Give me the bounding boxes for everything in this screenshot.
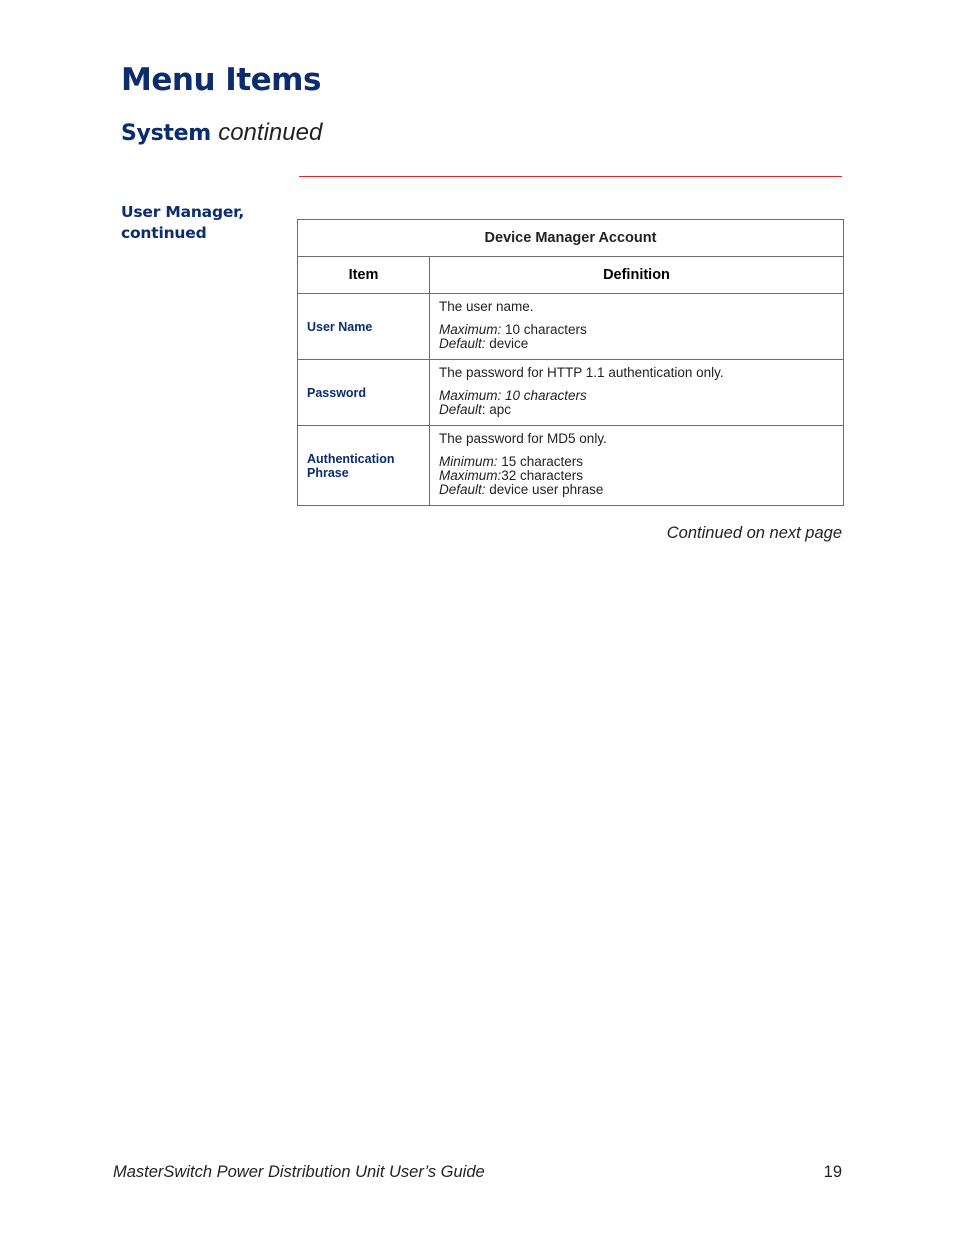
section-title [121,116,322,151]
column-header-definition: Definition [430,257,844,294]
page-number: 19 [823,1163,842,1181]
definition-detail [439,483,835,497]
detail-label: Minimum: [439,454,498,469]
table-caption-row [298,220,844,257]
detail-label: Default [439,402,482,417]
item-cell [298,426,430,506]
detail-value: device user phrase [485,482,604,497]
definition-text: The password for HTTP 1.1 authentication only. [439,365,724,380]
section-name: System [121,121,211,146]
device-manager-account-table [297,219,844,506]
definition-detail [439,403,835,417]
subsection-heading [121,202,244,244]
subsection-heading-line2: continued [121,224,207,242]
table-row [298,294,844,360]
item-cell: Password [298,360,430,426]
detail-value: 15 characters [497,454,584,469]
table-caption: Device Manager Account [298,220,844,257]
definition-detail [439,455,835,469]
detail-label: Maximum: 10 characters [439,388,587,403]
detail-value: 10 characters [501,322,587,337]
definition-detail [439,337,835,351]
definition-detail [439,389,835,403]
definition-detail [439,323,835,337]
detail-label: Maximum: [439,468,502,483]
section-divider [299,176,842,177]
definition-cell [430,360,844,426]
footer-guide-title: MasterSwitch Power Distribution Unit User’s Guide [113,1163,485,1181]
section-continued-label: continued [218,119,323,146]
table-header-row [298,257,844,294]
item-label-line1: Authentication [307,451,395,466]
detail-label: Default: [439,482,486,497]
table-row [298,426,844,506]
column-header-item: Item [298,257,430,294]
table-row [298,360,844,426]
item-label-line2: Phrase [307,465,349,480]
detail-value: : apc [481,402,512,417]
definition-detail [439,469,835,483]
definition-cell [430,294,844,360]
detail-value: device [485,336,529,351]
definition-cell [430,426,844,506]
detail-label: Default: [439,336,486,351]
definition-text: The user name. [439,299,534,314]
subsection-heading-line1: User Manager, [121,203,245,221]
item-cell: User Name [298,294,430,360]
detail-value: 32 characters [501,468,584,483]
detail-label: Maximum: [439,322,502,337]
continued-on-next-page-note: Continued on next page [666,524,842,542]
page-title: Menu Items [121,62,321,98]
definition-text: The password for MD5 only. [439,431,607,446]
